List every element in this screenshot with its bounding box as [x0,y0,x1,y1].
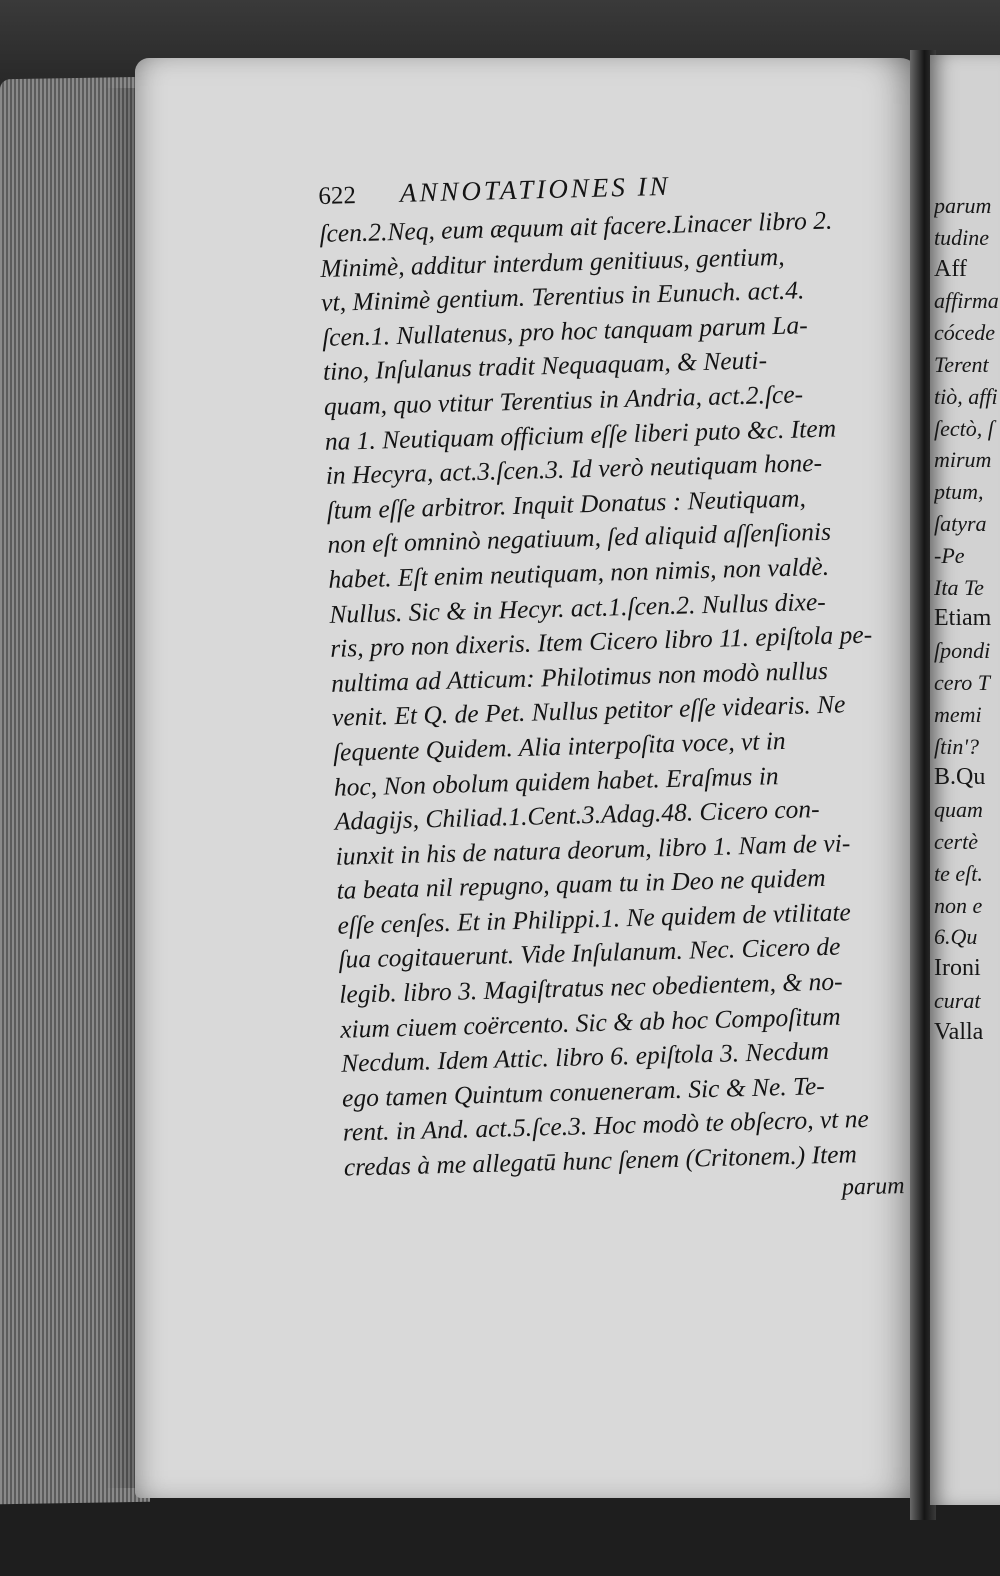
right-page-line-fragment: ſpondi [934,638,991,664]
text-line: Minimè, additur interdum genitiuus, gentium, [319,241,785,283]
right-page-line-fragment: Aff [934,255,967,282]
right-page-line-fragment: cócede [934,320,996,346]
right-page-line-fragment: 6.Qu [934,924,978,950]
right-page-line-fragment: tudine [934,224,989,250]
right-page-line-fragment: memi [934,701,982,727]
right-page-line-fragment: mirum [934,447,992,473]
text-line: vt, Minimè gentium. Terentius in Eunuch. act.4. [320,275,805,318]
right-page-text [934,190,1000,1049]
right-page-line-fragment: Terent [934,351,989,377]
text-line: in Hecyra, act.3.ſcen.3. Id verò neutiquam hone- [325,448,823,491]
text-line: quam, quo vtitur Terentius in Andria, act.2.ſce- [323,379,804,421]
text-line: ſcen.2.Neq, eum æquum ait facere.Linacer libro 2. [319,205,833,248]
text-line: iunxit in his de natura deorum, libro 1. Nam de vi- [335,827,851,871]
running-head-title: ANNOTATIONES IN [399,170,671,208]
text-line: ris, pro non dixeris. Item Cicero libro 11. epiſtola pe- [329,619,873,663]
text-line: hoc, Non obolum quidem habet. Eraſmus in [333,760,779,802]
right-page-line-fragment: ſectò, ſ [934,415,994,441]
text-line: nultima ad Atticum: Philotimus non modò nullus [330,655,829,698]
right-page-line-fragment: parum [934,193,992,218]
right-page-line-fragment: ſtin'? [934,733,980,759]
right-page-line-fragment: non e [934,892,983,918]
text-line: Adagijs, Chiliad.1.Cent.3.Adag.48. Cicero con- [334,794,820,836]
right-page-line-fragment: ſatyra [934,510,987,536]
text-line: ſtum eſſe arbitror. Inquit Donatus : Neutiquam, [326,483,807,525]
right-page-line-fragment: te eſt. [934,860,983,886]
text-line: ſequente Quidem. Alia interpoſita voce, vt in [332,725,786,767]
text-line: venit. Et Q. de Pet. Nullus petitor eſſe videaris. Ne [331,689,846,733]
right-page-line-fragment: Etiam [934,605,992,632]
text-line: xium ciuem coërcento. Sic & ab hoc Compoſitum [339,1001,841,1044]
text-line: ego tamen Quintum conueneram. Sic & Ne. Te- [341,1070,826,1113]
text-line: Necdum. Idem Attic. libro 6. epiſtola 3. Necdum [340,1036,830,1078]
right-page-line-fragment: cero T [934,669,991,695]
right-page-line-fragment: -Pe [934,542,965,568]
text-line: habet. Eſt enim neutiquam, non nimis, non valdè. [328,551,830,594]
page-number: 622 [318,182,357,210]
text-line: legib. libro 3. Magiſtratus nec obedientem, & no- [338,966,843,1009]
text-line: eſſe cenſes. Et in Philippi.1. Ne quidem de vtilitate [337,897,852,940]
right-page-line-fragment: affirma [934,288,999,314]
right-page-line-fragment: B.Qu [934,764,986,791]
text-line: ſcen.1. Nullatenus, pro hoc tanquam parum La- [321,310,809,352]
text-line: tino, Inſulanus tradit Nequaquam, & Neuti- [322,345,768,387]
right-page-line-fragment: Ironi [934,955,981,982]
right-page-line-fragment: quam [934,797,983,823]
catchword: parum [841,1172,905,1201]
text-line: ta beata nil repugno, quam tu in Deo ne quidem [336,863,826,906]
text-line: ſua cogitauerunt. Vide Inſulanum. Nec. Cicero de [338,932,841,975]
right-page-line-fragment: Valla [934,1018,984,1045]
text-line: non eſt omninò negatiuum, ſed aliquid aſſenſionis [327,517,832,560]
text-line: Nullus. Sic & in Hecyr. act.1.ſcen.2. Nullus dixe- [328,586,827,629]
left-page-text [318,165,935,1215]
text-body [319,202,934,1186]
text-line: credas à me allegatū hunc ſenem (Critonem.) Item [343,1139,858,1182]
right-page-line-fragment: certè [934,828,978,854]
right-page-line-fragment: curat [934,987,981,1013]
right-page-line-fragment: Ita Te [934,574,984,600]
text-line: na 1. Neutiquam officium eſſe liberi puto &c. Item [324,413,837,456]
right-page-line-fragment: ptum, [934,479,984,505]
text-line: rent. in And. act.5.ſce.3. Hoc modò te obſecro, vt ne [342,1104,870,1148]
right-page-line-fragment: tiò, affi [934,383,998,409]
